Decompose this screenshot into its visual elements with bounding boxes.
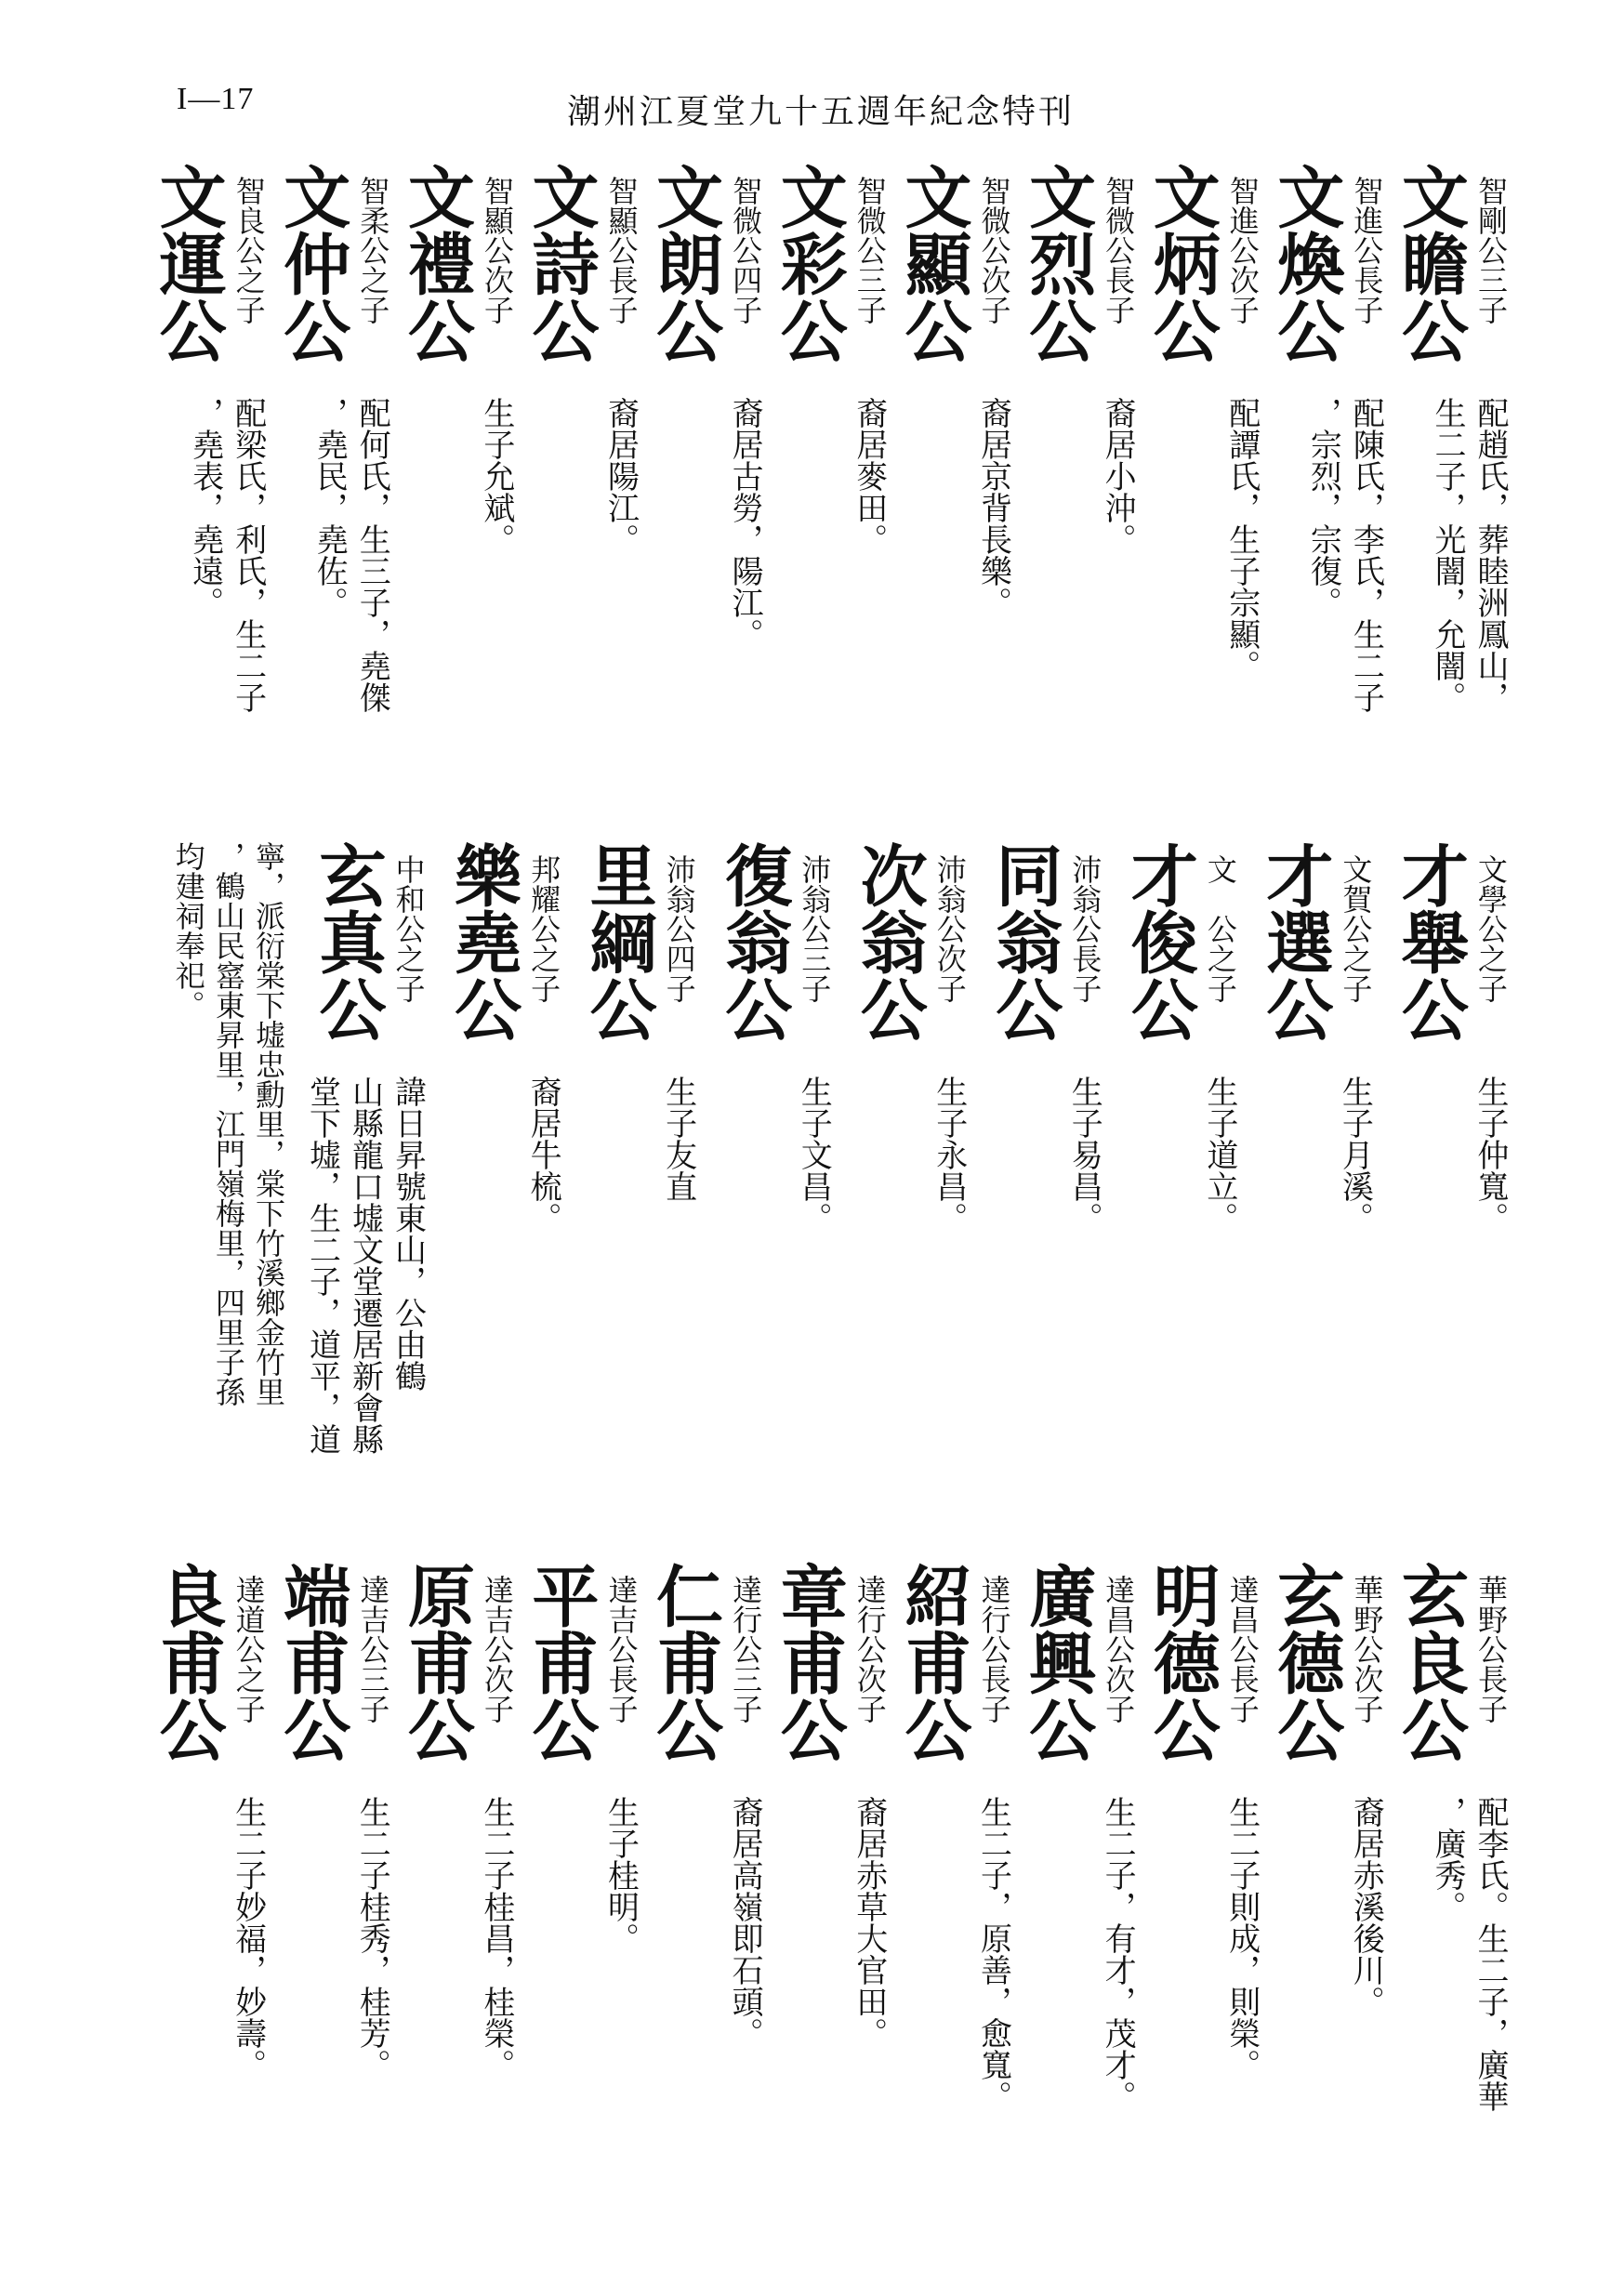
lineage-description: 智剛公三子: [1473, 176, 1509, 324]
genealogy-entry: [264, 163, 389, 713]
ancestor-detail: 裔居京背長樂。: [974, 397, 1012, 618]
genealogy-entry: [1133, 1562, 1261, 2112]
ancestor-detail: ，宗烈，宗復。: [1304, 397, 1342, 618]
ancestor-name: 才俊公: [1119, 841, 1199, 1042]
lineage-description: 沛翁公三子: [797, 854, 833, 1003]
ancestor-name: 紹甫公: [893, 1562, 973, 1763]
ancestor-name: 文顯公: [893, 163, 973, 363]
lineage-description: 達吉公長子: [603, 1575, 640, 1723]
lineage-description: 智顯公長子: [603, 176, 640, 324]
genealogy-entry: [1245, 841, 1374, 1455]
lineage-description: 智微公次子: [976, 176, 1012, 324]
ancestor-name: 文朗公: [645, 163, 725, 363]
genealogy-entry: [1381, 1562, 1509, 2112]
ancestor-name: 玄德公: [1266, 1562, 1346, 1763]
ancestor-detail: 裔居陽江。: [601, 397, 640, 555]
ancestor-detail: 裔居赤溪後川。: [1347, 1796, 1385, 2017]
ancestor-name: 明德公: [1142, 1562, 1221, 1763]
genealogy-entry: [264, 1562, 389, 2112]
genealogy-entry: [433, 841, 562, 1455]
genealogy-entry: [760, 163, 888, 713]
ancestor-detail: 生子友直: [659, 1076, 697, 1202]
closing-note-line: ，鶴山民窰東昇里，江門嶺梅里，四里子孫: [210, 841, 246, 1406]
lineage-description: 達昌公次子: [1101, 1575, 1137, 1723]
genealogy-entry: [1133, 163, 1261, 713]
genealogy-entry: [512, 163, 640, 713]
genealogy-entry: [885, 1562, 1010, 2112]
lineage-description: 達昌公長子: [1224, 1575, 1261, 1723]
lineage-description: 中和公之子: [390, 854, 427, 1003]
genealogy-entry: [1380, 841, 1509, 1455]
closing-note: [149, 841, 288, 1455]
ancestor-name: 同翁公: [984, 841, 1064, 1042]
lineage-description: 智進公長子: [1349, 176, 1385, 324]
ancestor-detail: 生子允斌。: [477, 397, 515, 555]
ancestor-detail: 配梁氏，利氏，生二子: [229, 397, 267, 713]
ancestor-detail: 配趙氏，葬睦洲鳳山，: [1472, 397, 1509, 713]
genealogy-entry: [298, 841, 427, 1455]
ancestor-detail: 生子易昌。: [1065, 1076, 1103, 1234]
ancestor-detail: 生子桂明。: [601, 1796, 640, 1954]
ancestor-detail: 生子道立。: [1200, 1076, 1238, 1234]
lineage-description: 沛翁公長子: [1067, 854, 1103, 1003]
ancestor-name: 文運公: [148, 163, 228, 363]
genealogy-section-1: [139, 163, 1509, 713]
genealogy-entry: [569, 841, 697, 1455]
ancestor-detail: 生子永昌。: [930, 1076, 968, 1234]
ancestor-name: 文煥公: [1266, 163, 1346, 363]
ancestor-detail: 配陳氏，李氏，生二子: [1347, 397, 1385, 713]
ancestor-detail: 裔居古勞，陽江。: [726, 397, 764, 650]
ancestor-name: 端甫公: [272, 1562, 352, 1763]
ancestor-name: 文彩公: [769, 163, 849, 363]
genealogy-entry: [388, 1562, 515, 2112]
genealogy-entry: [388, 163, 515, 713]
lineage-description: 智微公三子: [852, 176, 888, 324]
ancestor-name: 文瞻公: [1391, 163, 1470, 363]
genealogy-entry: [637, 163, 764, 713]
ancestor-detail: 生二子，光闇，允闇。: [1429, 397, 1466, 713]
ancestor-detail: 生二子，原善，愈寬。: [974, 1796, 1012, 2112]
ancestor-name: 原甫公: [396, 1562, 476, 1763]
ancestor-detail: 配譚氏，生子宗顯。: [1222, 397, 1261, 681]
ancestor-detail: 裔居牛梳。: [524, 1076, 562, 1234]
running-title: 潮州江夏堂九十五週年紀念特刊: [567, 93, 1076, 131]
ancestor-detail: 生二子桂秀，桂芳。: [353, 1796, 391, 2080]
genealogy-entry: [885, 163, 1010, 713]
genealogy-entry: [839, 841, 968, 1455]
lineage-description: 智柔公之子: [355, 176, 391, 324]
genealogy-entry: [760, 1562, 888, 2112]
genealogy-entry: [1009, 163, 1137, 713]
genealogy-entry: [139, 1562, 267, 2112]
lineage-description: 達道公之子: [231, 1575, 267, 1723]
ancestor-name: 仁甫公: [645, 1562, 725, 1763]
lineage-description: 華野公次子: [1349, 1575, 1385, 1723]
ancestor-detail: 配李氏。生二子，廣華: [1472, 1796, 1509, 2112]
ancestor-detail: 配何氏，生三子，堯傑: [353, 397, 391, 713]
genealogy-section-3: [139, 1562, 1509, 2112]
lineage-description: 沛翁公次子: [931, 854, 968, 1003]
ancestor-detail: 生二子，有才，茂才。: [1099, 1796, 1137, 2112]
lineage-description: 華野公長子: [1473, 1575, 1509, 1723]
lineage-description: 文 公之子: [1202, 854, 1238, 1003]
lineage-description: 達行公長子: [976, 1575, 1012, 1723]
lineage-description: 智微公長子: [1101, 176, 1137, 324]
genealogy-section-2: [149, 841, 1509, 1455]
ancestor-name: 文炳公: [1142, 163, 1221, 363]
ancestor-name: 次翁公: [849, 841, 929, 1042]
ancestor-detail: 生子仲寬。: [1471, 1076, 1509, 1234]
lineage-description: 文學公之子: [1472, 854, 1509, 1003]
ancestor-detail: 諱日昇號東山，公由鶴: [389, 1076, 427, 1392]
lineage-description: 智微公四子: [728, 176, 764, 324]
genealogy-entry: [704, 841, 833, 1455]
page-number: I—17: [177, 82, 255, 116]
lineage-description: 智進公次子: [1224, 176, 1261, 324]
ancestor-name: 良甫公: [148, 1562, 228, 1763]
closing-note-line: 寧，派衍棠下墟忠勳里，棠下竹溪鄉金竹里: [251, 841, 286, 1406]
ancestor-name: 文仲公: [272, 163, 352, 363]
ancestor-detail: 生二子則成，則榮。: [1222, 1796, 1261, 2080]
lineage-description: 文賀公之子: [1338, 854, 1374, 1003]
ancestor-detail: 山縣龍口墟文堂遷居新會縣: [346, 1076, 384, 1455]
genealogy-entry: [1258, 163, 1385, 713]
closing-note-line: 均建祠奉祀。: [170, 841, 206, 1020]
ancestor-name: 樂堯公: [443, 841, 523, 1042]
ancestor-name: 玄良公: [1391, 1562, 1470, 1763]
genealogy-entry: [512, 1562, 640, 2112]
ancestor-detail: 生二子桂昌，桂榮。: [477, 1796, 515, 2080]
genealogy-entry: [1258, 1562, 1385, 2112]
lineage-description: 沛翁公四子: [661, 854, 697, 1003]
ancestor-detail: 裔居赤草大官田。: [850, 1796, 888, 2049]
ancestor-name: 廣興公: [1018, 1562, 1098, 1763]
ancestor-detail: 堂下墟，生二子，道平，道: [303, 1076, 341, 1455]
genealogy-entry: [637, 1562, 764, 2112]
ancestor-name: 平甫公: [521, 1562, 601, 1763]
ancestor-name: 文烈公: [1018, 163, 1098, 363]
ancestor-detail: ，堯民，堯佐。: [310, 397, 349, 618]
lineage-description: 達吉公三子: [355, 1575, 391, 1723]
genealogy-entry: [1110, 841, 1238, 1455]
lineage-description: 達行公次子: [852, 1575, 888, 1723]
ancestor-detail: ，廣秀。: [1429, 1796, 1466, 1922]
ancestor-detail: 生子月溪。: [1336, 1076, 1374, 1234]
lineage-description: 邦耀公之子: [526, 854, 562, 1003]
lineage-description: 智顯公次子: [479, 176, 515, 324]
ancestor-name: 里綱公: [578, 841, 658, 1042]
ancestor-name: 章甫公: [769, 1562, 849, 1763]
ancestor-name: 才選公: [1255, 841, 1335, 1042]
ancestor-name: 玄真公: [308, 841, 388, 1042]
ancestor-detail: 生二子妙福，妙壽。: [229, 1796, 267, 2080]
genealogy-entry: [139, 163, 267, 713]
ancestor-detail: ，堯表，堯遠。: [186, 397, 224, 618]
genealogy-entry: [1009, 1562, 1137, 2112]
lineage-description: 達行公三子: [728, 1575, 764, 1723]
ancestor-detail: 裔居高嶺即石頭。: [726, 1796, 764, 2049]
genealogy-entry: [974, 841, 1103, 1455]
genealogy-entry: [1381, 163, 1509, 713]
ancestor-name: 文詩公: [521, 163, 601, 363]
ancestor-detail: 裔居麥田。: [850, 397, 888, 555]
ancestor-detail: 裔居小沖。: [1099, 397, 1137, 555]
ancestor-name: 才舉公: [1390, 841, 1470, 1042]
ancestor-name: 復翁公: [714, 841, 794, 1042]
lineage-description: 達吉公次子: [479, 1575, 515, 1723]
lineage-description: 智良公之子: [231, 176, 267, 324]
ancestor-name: 文禮公: [396, 163, 476, 363]
ancestor-detail: 生子文昌。: [795, 1076, 833, 1234]
